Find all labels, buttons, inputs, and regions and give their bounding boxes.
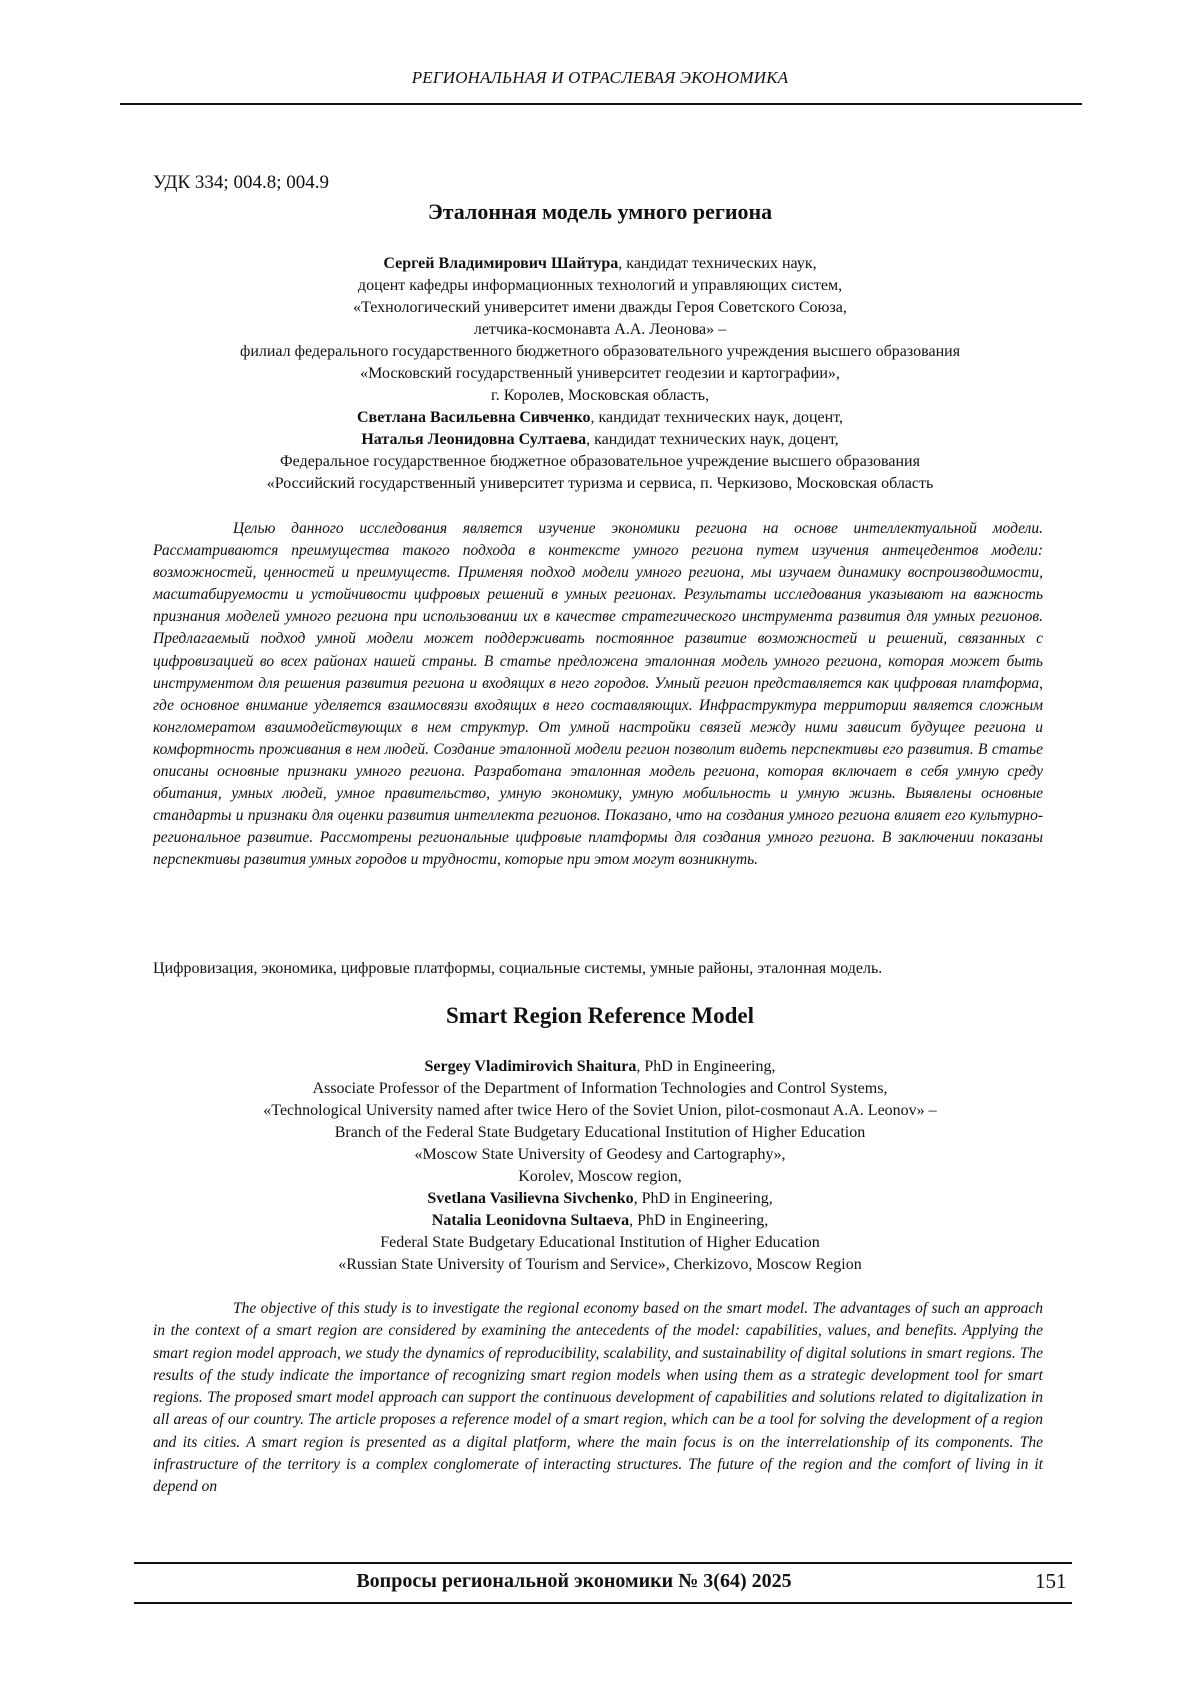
author-line: г. Королев, Московская область,: [490, 387, 710, 404]
author-line: «Russian State University of Tourism and Service», Cherkizovo, Moscow Region: [338, 1256, 862, 1273]
author-line: летчика-космонавта А.А. Леонова» –: [473, 321, 727, 338]
author-line: «Российский государственный университет туризма и сервиса, п. Черкизово, Московская область: [266, 475, 934, 492]
author-block-ru: [140, 253, 1060, 495]
article-title-en: Smart Region Reference Model: [445, 1003, 755, 1028]
author-line: Сергей Владимирович Шайтура, кандидат технических наук,: [383, 255, 817, 272]
footer-rule-top: [134, 1562, 1072, 1564]
author-line: Федеральное государственное бюджетное образовательное учреждение высшего образования: [280, 453, 920, 470]
author-line: Korolev, Moscow region,: [518, 1168, 682, 1185]
author-line: «Moscow State University of Geodesy and Cartography»,: [414, 1146, 786, 1163]
author-line: Associate Professor of the Department of Information Technologies and Control Systems,: [312, 1080, 888, 1097]
article-title-ru: Эталонная модель умного региона: [427, 199, 773, 224]
abstract-ru: Целью данного исследования является изучение экономики региона на основе интеллектуальной модели. Рассматриваются преимущества такого подхода в контексте умного региона путем изучения антецедентов модели: возможностей, ценностей и преимуществ. Применяя подход модели умного региона, мы изучаем динамику воспроизводимости, масштабируемости и устойчивости цифровых решений в умных регионах. Результаты исследования указывают на важность признания моделей умного региона при использовании их в качестве стратегического инструмента развития для умных регионов. Предлагаемый подход умной модели может поддерживать постоянное развитие возможностей и решений, связанных с цифровизацией во всех районах нашей страны. В статье предложена эталонная модель умного региона, которая может быть инструментом для решения развития региона и входящих в него городов. Умный регион представляется как цифровая платформа, где основное внимание уделяется взаимосвязи входящих в него составляющих. Инфраструктура территории является сложным конгломератом взаимодействующих в нем структур. От умной настройки связей между ними зависит будущее региона и комфортность проживания в нем людей. Создание эталонной модели регион позволит видеть перспективы его развития. В статье описаны основные признаки умного региона. Разработана эталонная модель региона, которая включает в себя умную среду обитания, умных людей, умное правительство, умную экономику, умную мобильность и умную жизнь. Выявлены основные стандарты и признаки для оценки развития интеллекта регионов. Показано, что на создания умного региона влияет его культурно-региональное развитие. Рассмотрены региональные цифровые платформы для создания умного региона. В заключении показаны перспективы развития умных городов и трудности, которые при этом могут возникнуть.: [153, 520, 1043, 869]
author-line: «Московский государственный университет геодезии и картографии»,: [360, 365, 840, 382]
author-line: доцент кафедры информационных технологий и управляющих систем,: [357, 277, 843, 294]
running-header: РЕГИОНАЛЬНАЯ И ОТРАСЛЕВАЯ ЭКОНОМИКА: [411, 68, 789, 87]
author-line: филиал федерального государственного бюджетного образовательного учреждения высшего образования: [239, 343, 961, 360]
header-rule: [120, 103, 1082, 105]
page-number: 151: [1035, 1569, 1067, 1593]
author-line: Светлана Васильевна Сивченко, кандидат технических наук, доцент,: [357, 409, 843, 426]
author-line: Svetlana Vasilievna Sivchenko, PhD in Engineering,: [427, 1190, 773, 1207]
journal-footer: Вопросы региональной экономики № 3(64) 2025: [356, 1570, 792, 1592]
author-line: «Технологический университет имени дважды Героя Советского Союза,: [353, 299, 847, 316]
keywords-ru: Цифровизация, экономика, цифровые платформы, социальные системы, умные районы, эталонная модель.: [153, 960, 883, 977]
author-block-en: [140, 1056, 1060, 1276]
author-line: Branch of the Federal State Budgetary Educational Institution of Higher Education: [334, 1124, 866, 1141]
footer-rule-bottom: [134, 1602, 1072, 1604]
udk-code: УДК 334; 004.8; 004.9: [153, 172, 329, 193]
author-line: «Technological University named after twice Hero of the Soviet Union, pilot-cosmonaut A.A. Leonov» –: [263, 1102, 937, 1119]
author-line: Sergey Vladimirovich Shaitura, PhD in Engineering,: [424, 1058, 776, 1075]
abstract-en: The objective of this study is to investigate the regional economy based on the smart model. The advantages of such an approach in the context of a smart region are considered by examining the antecedents of the model: capabilities, values, and benefits. Applying the smart region model approach, we study the dynamics of reproducibility, scalability, and sustainability of digital solutions in smart regions. The results of the study indicate the importance of recognizing smart region models when using them as a strategic development tool for smart regions. The proposed smart model approach can support the continuous development of capabilities and solutions related to digitalization in all areas of our country. The article proposes a reference model of a smart region, which can be a tool for solving the development of a region and its cities. A smart region is presented as a digital platform, where the main focus is on the interrelationship of its components. The infrastructure of the territory is a complex conglomerate of interacting structures. The future of the region and the comfort of living in it depend on: [153, 1300, 1043, 1496]
author-line: Наталья Леонидовна Султаева, кандидат технических наук, доцент,: [361, 431, 839, 448]
author-line: Federal State Budgetary Educational Institution of Higher Education: [380, 1234, 820, 1251]
author-line: Natalia Leonidovna Sultaeva, PhD in Engineering,: [431, 1212, 769, 1229]
